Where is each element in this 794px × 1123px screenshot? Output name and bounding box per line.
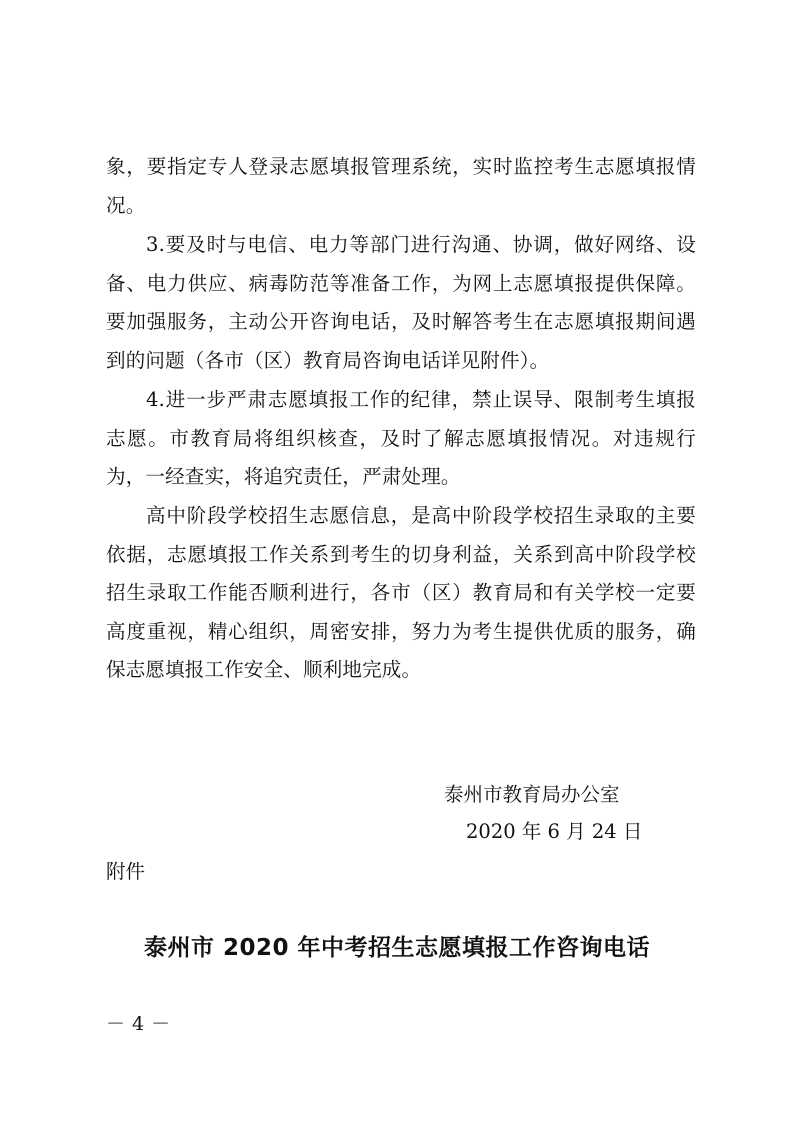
attachment-label: 附件 xyxy=(106,860,146,883)
attachment-title: 泰州市 2020 年中考招生志愿填报工作咨询电话 xyxy=(143,935,651,961)
signature-date: 2020 年 6 月 24 日 xyxy=(466,820,643,843)
body-paragraph-item-4: 4.进一步严肃志愿填报工作的纪律，禁止误导、限制考生填报志愿。市教育局将组织核查，及时了解志愿填报情况。对违规行为，一经查实，将追究责任，严肃处理。 xyxy=(106,388,696,488)
body-paragraph: 象，要指定专人登录志愿填报管理系统，实时监控考生志愿填报情况。 xyxy=(106,155,696,217)
body-paragraph-conclusion: 高中阶段学校招生志愿信息，是高中阶段学校招生录取的主要依据，志愿填报工作关系到考生的切身利益，关系到高中阶段学校招生录取工作能否顺利进行，各市（区）教育局和有关学校一定要高度重视，精心组织，周密安排，努力为考生提供优质的服务，确保志愿填报工作安全、顺利地完成。 xyxy=(106,504,696,681)
page-number: － 4 － xyxy=(106,1013,171,1035)
signature-organization: 泰州市教育局办公室 xyxy=(444,783,620,806)
body-paragraph-item-3: 3.要及时与电信、电力等部门进行沟通、协调，做好网络、设备、电力供应、病毒防范等准备工作，为网上志愿填报提供保障。要加强服务，主动公开咨询电话，及时解答考生在志愿填报期间遇到的问题（各市（区）教育局咨询电话详见附件）。 xyxy=(106,233,696,372)
